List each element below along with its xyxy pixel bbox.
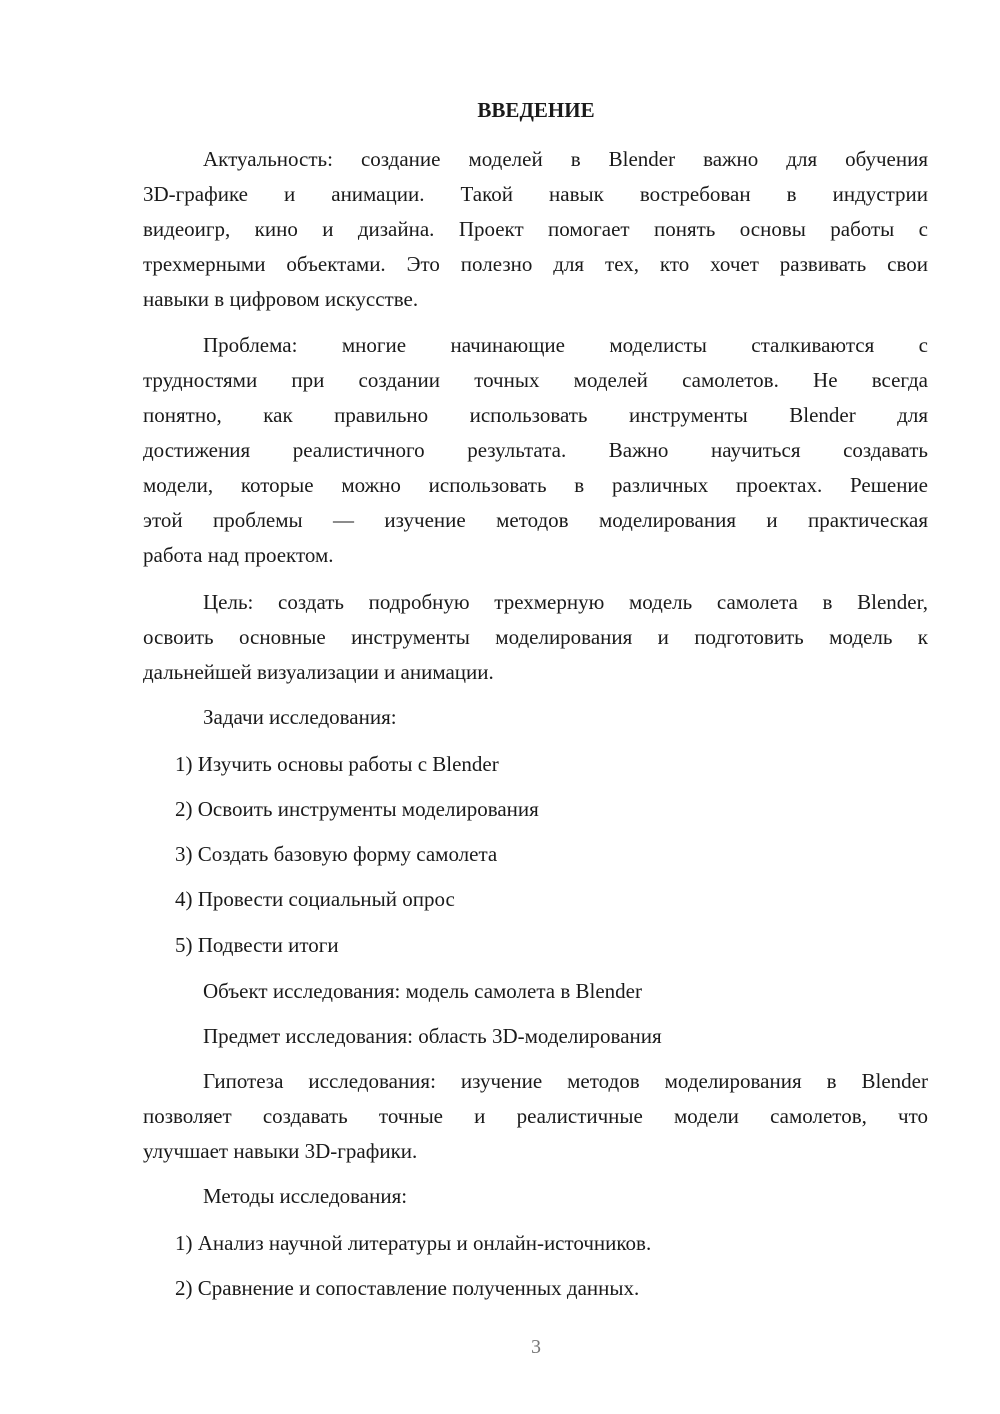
text-line: этой проблемы — изучение методов моделирования и практическая — [143, 508, 928, 532]
text-line: Гипотеза исследования: изучение методов моделирования в Blender — [203, 1069, 928, 1093]
list-item: 3) Создать базовую форму самолета — [175, 842, 498, 866]
tasks-heading — [143, 700, 928, 735]
text-line: Задачи исследования: — [203, 705, 397, 729]
text-line: понятно, как правильно использовать инструменты Blender для — [143, 403, 928, 427]
research-object — [143, 974, 928, 1009]
list-item: 1) Изучить основы работы с Blender — [175, 752, 499, 776]
text-line: работа над проектом. — [143, 543, 334, 567]
page-number: 3 — [531, 1336, 541, 1358]
text-line: видеоигр, кино и дизайна. Проект помогает понять основы работы с — [143, 217, 928, 241]
text-line: навыки в цифровом искусстве. — [143, 287, 419, 311]
text-line: Цель: создать подробную трехмерную модель самолета в Blender, — [203, 590, 928, 614]
text-line: Проблема: многие начинающие моделисты сталкиваются с — [203, 333, 928, 357]
text-line: Актуальность: создание моделей в Blender важно для обучения — [203, 147, 928, 171]
research-subject — [143, 1019, 928, 1054]
text-line: Методы исследования: — [203, 1184, 408, 1208]
text-line: дальнейшей визуализации и анимации. — [143, 660, 494, 684]
paragraph-relevance — [143, 142, 928, 317]
text-line: освоить основные инструменты моделирования и подготовить модель к — [143, 625, 928, 649]
text-line: модели, которые можно использовать в различных проектах. Решение — [143, 473, 928, 497]
text-line: 3D-графике и анимации. Такой навык востребован в индустрии — [143, 182, 928, 206]
text-line: достижения реалистичного результата. Важно научиться создавать — [143, 438, 928, 462]
list-item: 5) Подвести итоги — [175, 933, 339, 957]
list-item: 2) Сравнение и сопоставление полученных данных. — [175, 1276, 640, 1300]
list-item: 1) Анализ научной литературы и онлайн-источников. — [175, 1231, 652, 1255]
text-line: Предмет исследования: область 3D-моделирования — [203, 1024, 662, 1048]
text-line: позволяет создавать точные и реалистичные модели самолетов, что — [143, 1104, 928, 1128]
paragraph-hypothesis — [143, 1064, 928, 1169]
paragraph-problem — [143, 328, 928, 573]
list-item: 4) Провести социальный опрос — [175, 887, 455, 911]
tasks-list — [143, 747, 928, 973]
paragraph-goal — [143, 585, 928, 690]
list-item: 2) Освоить инструменты моделирования — [175, 797, 539, 821]
text-line: трехмерными объектами. Это полезно для тех, кто хочет развивать свои — [143, 252, 928, 276]
methods-list — [143, 1226, 928, 1316]
text-line: Объект исследования: модель самолета в Blender — [203, 979, 642, 1003]
methods-heading — [143, 1179, 928, 1214]
section-title: ВВЕДЕНИЕ — [477, 98, 595, 122]
text-line: трудностями при создании точных моделей самолетов. Не всегда — [143, 368, 928, 392]
text-line: улучшает навыки 3D-графики. — [143, 1139, 418, 1163]
